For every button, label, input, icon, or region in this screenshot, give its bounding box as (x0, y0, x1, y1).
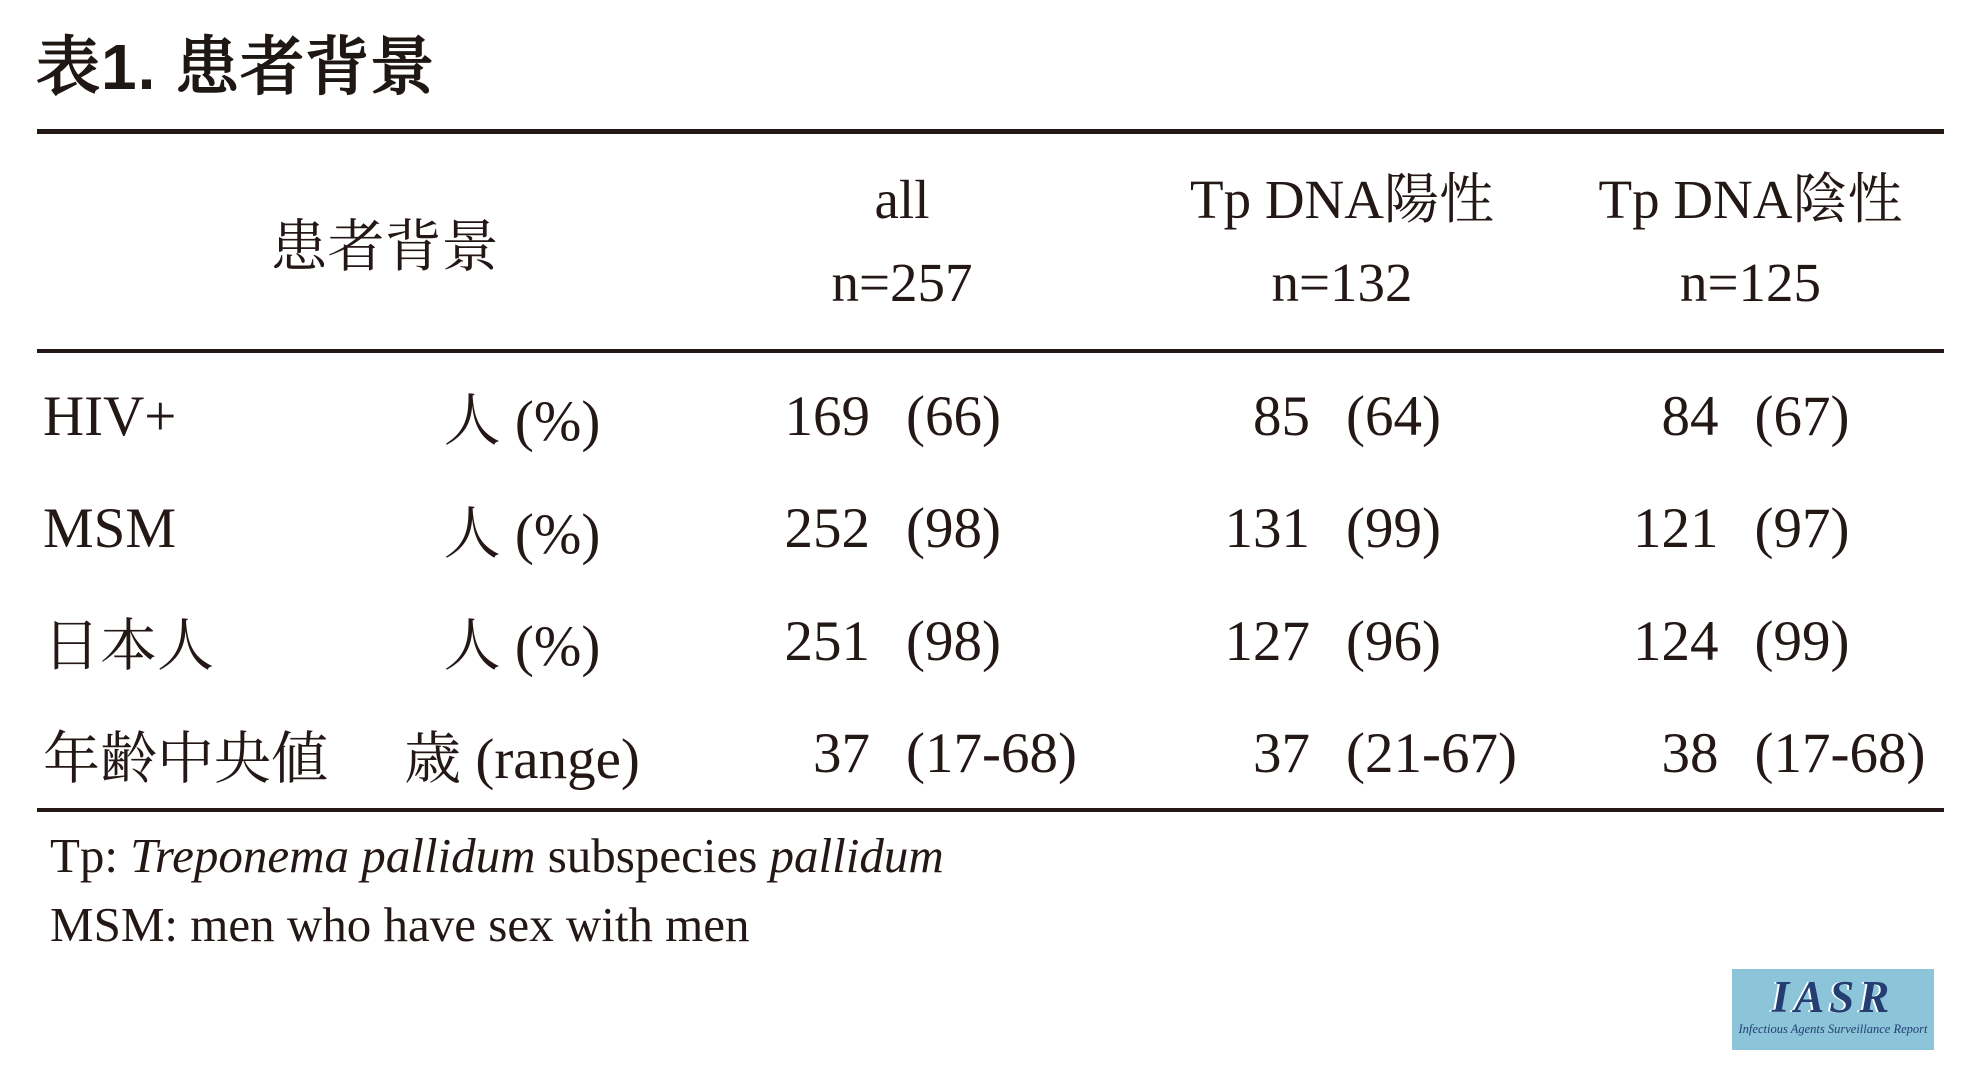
row-hiv-label: HIV+ (43, 384, 177, 448)
cell-paren: (21-67) (1346, 722, 1517, 786)
cell-paren: (99) (1754, 609, 1850, 673)
row-msm-cell-tp-positive (1127, 496, 1557, 561)
cell-value: 84 (1661, 384, 1719, 448)
footnote-tp-mid: subspecies (535, 828, 770, 883)
row-japanese-unit: 人 (%) (443, 615, 601, 679)
header-col-tp-dna-positive (1127, 159, 1557, 324)
row-hiv-cell-tp-positive (1127, 384, 1557, 449)
iasr-logo-subtitle: Infectious Agents Surveillance Report (1738, 1022, 1928, 1037)
cell-value: 131 (1224, 497, 1310, 561)
header-col-all-line2: n=257 (831, 251, 973, 313)
header-col-tp-dna-positive-line2: n=132 (1271, 251, 1413, 313)
footnote-tp-subspecies: pallidum (769, 828, 944, 883)
cell-paren: (66) (906, 384, 1001, 448)
cell-value: 127 (1224, 609, 1310, 673)
header-col-tp-dna-negative-line2: n=125 (1679, 251, 1822, 313)
cell-value: 37 (1253, 722, 1310, 786)
cell-paren: (17-68) (1754, 722, 1926, 786)
row-japanese-cell-all (677, 609, 1127, 674)
cell-value: 169 (784, 384, 870, 448)
header-col-all-line1: all (874, 169, 930, 230)
cell-value: 38 (1661, 722, 1719, 786)
cell-paren: (98) (906, 497, 1001, 561)
header-col-tp-dna-negative (1557, 159, 1944, 324)
cell-paren: (96) (1346, 609, 1441, 673)
iasr-logo-acronym: IASR (1771, 972, 1895, 1022)
row-median-age-cell-tp-positive (1127, 721, 1557, 786)
row-msm-label: MSM (43, 497, 177, 561)
row-median-age-unit: 歳 (range) (404, 727, 640, 791)
footnotes (50, 822, 944, 959)
cell-value: 85 (1253, 384, 1310, 448)
row-japanese-label: 日本人 (43, 615, 214, 679)
header-patient-background: 患者背景 (270, 215, 499, 279)
table-body (37, 360, 1944, 810)
row-hiv-cell-tp-negative (1557, 384, 1944, 449)
table-header-row (37, 134, 1944, 349)
row-msm-unit: 人 (%) (443, 502, 601, 566)
cell-paren: (97) (1754, 497, 1850, 561)
cell-paren: (67) (1754, 384, 1850, 448)
header-separator-rule (37, 349, 1944, 353)
bottom-rule (37, 808, 1944, 812)
cell-value: 252 (784, 497, 870, 561)
header-col-all (677, 159, 1127, 324)
row-median-age-cell-all (677, 721, 1127, 786)
cell-value: 251 (784, 609, 870, 673)
row-msm-cell-tp-negative (1557, 496, 1944, 561)
row-japanese-cell-tp-positive (1127, 609, 1557, 674)
footnote-tp-species: Treponema pallidum (130, 828, 536, 883)
cell-value: 124 (1633, 609, 1719, 673)
cell-paren: (64) (1346, 384, 1441, 448)
footnote-tp-prefix: Tp: (50, 828, 131, 883)
cell-paren: (98) (906, 609, 1001, 673)
cell-value: 121 (1633, 497, 1719, 561)
header-col-tp-dna-negative-line1: Tp DNA陰性 (1598, 169, 1903, 230)
row-median-age-label: 年齢中央値 (43, 727, 328, 791)
cell-value: 37 (813, 722, 870, 786)
table-title: 表1. 患者背景 (36, 31, 436, 103)
cell-paren: (17-68) (906, 722, 1077, 786)
iasr-logo (1732, 969, 1934, 1050)
footnote-msm: MSM: men who have sex with men (50, 896, 750, 952)
cell-paren: (99) (1346, 497, 1441, 561)
row-hiv-cell-all (677, 384, 1127, 449)
row-msm-cell-all (677, 496, 1127, 561)
header-col-tp-dna-positive-line1: Tp DNA陽性 (1189, 169, 1494, 230)
row-japanese-cell-tp-negative (1557, 609, 1944, 674)
footnote-tp (50, 822, 944, 891)
row-hiv-unit: 人 (%) (443, 390, 601, 454)
row-median-age-cell-tp-negative (1557, 721, 1944, 786)
